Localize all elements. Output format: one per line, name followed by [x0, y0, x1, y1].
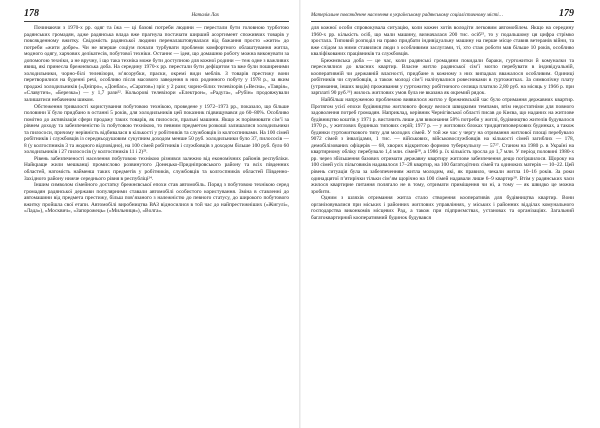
right-body-text: [311, 25, 574, 221]
right-paragraph: Найбільш напруженою проблемою виявилося житло у брежнєвській час було отримання державних квартир. Протягом усієї епохи будівництво житлового фонду велося швидкими темпами, втім недостатніми для повного задоволення потреб громадян. Наприклад, керівник Чернігівської області писав до Києва, що наданих на житлове будівництво коштів у 1971 р. вистачить лише для виконання 58% потреби у житлі, будівництво жителів будувалося 1970 р., у житлових будинках типових серій; 1977 р. — у житлових блоках тридцятиповерхових будинках, а також будинки гуртожиткового типу для молодих сімей. У той же час у чергу на отримання житлової площі перебувало 9072 сімей з інвалідами, 1 тис. — військових, військовослужбовців на кількості сімей загиблих — 178, демобілізованих офіцерів — 68, хворих відкритою формою туберкульозу — 57²⁷. Станом на 1980 р. в Україні на квартирному обліку перебувало 1,4 млн. сімей²⁸, а 1986 р. їх кількість зросла до 1,7 млн. У період половині 1980-х рр. через збільшення базових отримати державну квартиру житлове забезпечення дещо погіршилося. Щороку на 100 сімей усіх пільговиків надавалося 17–28 квартир, на 100 багатодітних сімей та одиноких матерів — 10–22. Цей рівень ситуація була за забезпеченням житла молодим, які, як правило, чекали житла 10–16 років. За роки одинадцятої п’ятирічки тільки сім’ям щорічно на 100 сімей надавали лише 6–9 квартир²⁹. Втім у радянських часи жилося квартирне питання полягало не в тому, отримати приміщення чи ні, а тому — як швидко це можна зробити.: [311, 97, 574, 195]
left-paragraph: Починаючи з 1970-х рр. одяг та їжа — ці базові потреби людини — перестали бути головною турботою радянських громадян, адже радянська влада вже прагнула постачати ширший асортимент споживчих товарів у повсякденному вжитку. Свідомість радянської людини переналаштовувалася від бажання просто «жити» до потреби «жити добре». Чи не вперше соціум почали турбувати проблеми комфортного облаштування житла, модного одягу, харчових делікатесів, побутової техніки. Останнє — ідея, що домашню роботу можна виконувати за допомогою техніки, а не вручну, і що така техніка може бути доступною для кожної родини — теж одне з важливих явищ, які принесла брежнєвська доба. На середину 1970-х рр. перестали бути дефіцитом та вже були поширеними холодильники, чорно-білі телевізори, м’ясорубки, праски, окремі види меблів. З товарів престижу вони перетворилися на буденні речі, особливо після масового заведення в них родинного побуту у 1978 р., за яким продажі холодильників («Дніпро», «Донбас», «Саратов») зріс у 2 рази; чорно-білих телевізорів («Весна», «Таврія», «Славутич», «Березка») — у 1,7 рази²². Кольорові телевізори «Електрон», «Радуга», «Рубін» продовжували залишатися небаченим шиком.: [24, 25, 289, 104]
left-body-text: [24, 25, 289, 215]
right-running-head: [311, 8, 574, 22]
right-paragraph: Одним з шляхів отримання житла стало створення кооперативів для будівництва квартир. Вони організовувалися при міських і районних житлових управліннях, у міських і районних відділах комунального господарства виконкомів місцевих Рад, а також при підприємствах, установах та організаціях. Загальний багатоквартирний кооперативний будинок будувався: [311, 195, 574, 221]
right-paragraph: Брежнєвська доба — це час, коли радянські громадяни покидали бараки, гуртожитки й комуналки та переселялися до власних квартир. Власне житло радянської сім’ї могло перебувати в індивідуальній, кооперативній чи державній власності, придбане в кожному з них випадках вважалося особливим. Одиниці робітників чи службовців, а також молоді сім’ї налічувалися ровесниками в гуртожитках. За символічну плату (утримання, інших видів) проживання у гуртожитку робітничого селища платило 2,80 руб. на місяць у 1966 р. при зарплаті 90 руб.²⁶) жилось житлових умов була не вказана як окремий рядок.: [311, 57, 574, 97]
left-running-head: [24, 8, 289, 22]
left-running-head-title: Наталія Лах: [191, 13, 219, 18]
right-running-head-title: Матеріальне повсякденне населення в українському радянському соціалістичному місті…: [311, 13, 504, 18]
left-paragraph: Рівень забезпеченості населення побутовою технікою різнився залежно від економічних районів республіки. Найкраще жили мешканці промислово розвинутого Донецько-Придніпровського району та всіх південних областей, натомість найменш таких предметів у робітників, службовців та колгоспників областей Південно-Західного району нижче середнього рівня в республіці²⁴.: [24, 155, 289, 182]
left-paragraph: Обстеження тривалості користування побутовою технікою, проведене у 1972–1973 рр., показало, що більше половини її було придбано в останні 5 років, для холодильників цей показник підвищувався до 60–80%. Особливо помітно до активізація сфери продажу таких товарів, як пилососи, пральні машини. Якщо ж порівнювати сім’ї за рівнем доходу та забезпеченістю їх побутовою технікою, то певним предметом розкоші залишалися холодильники та пилососи, причому нерівність відбивалася в кількості у робітників та службовців із колгоспниками. На 100 сімей робітників і службовців із середньодушовим сукупним доходом менше 50 руб. холодильники було 37, пилососів — 8 (у колгоспників 3 та жодного відповідно), на 100 сімей робітників і службовців з доходом більше 100 руб. було 60 холодильників і 27 пилососів (у колгоспників 11 і 2)²³.: [24, 103, 289, 156]
right-page: [300, 0, 600, 428]
right-paragraph-continued: для кожної особи спровокувала ситуацію, коли кожен хотів володіти легковим автомобілем. Якщо на середину 1960-х рр. кількість осіб, що мали машину, визначалася 200 тис. осіб²⁵, то у подальшому ця цифра стрімко зростала. Типовий розподіл на право придбати індивідуальну машину на перше місце ставив ветеранів війни, та вже слідом за ними ставилися люди з особливими заслугами, ті, хто стаж роботи мав більше 10 років, особливо кваліфікованих працівників та службовців.: [311, 25, 574, 58]
left-paragraph: Іншим символом сімейного достатку брежнєвської епохи став автомобіль. Поряд з побутовою технікою серед громадян радянської держави популярними ставали автомобілі особистого користування. Зміна в ставленні до автомашини від предмета престижу, більш пов’язаного з належністю до певного статусу, до широкого побутового вжитку пройшла свої етапи. Автомобілі виробництва ВАЗ відносилися в той час до найпрестижніших («Жигулі», «Лада»), «Москвич», «Запорожець» («Мильниця»), «Волга».: [24, 182, 289, 215]
right-page-number: 179: [559, 8, 574, 19]
left-page-number: 178: [24, 8, 39, 19]
